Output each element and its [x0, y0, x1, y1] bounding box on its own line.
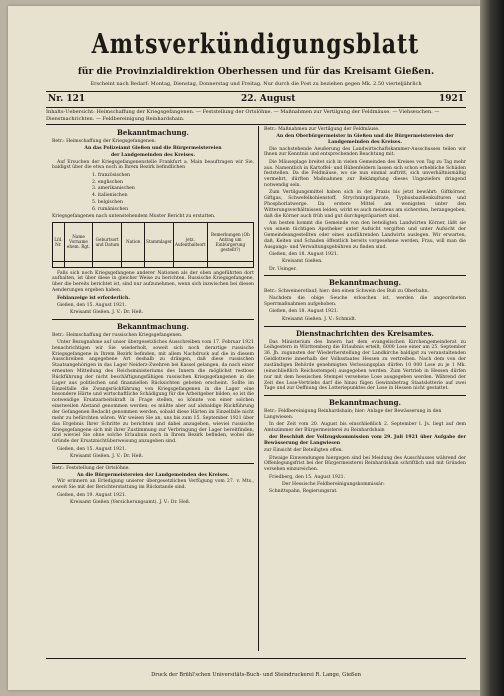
notice-paragraph: Die Mäuseplage breitet sich in vielen Gemeinden des Kreises von Tag zu Tag mehr aus. Namentlich in Kartoffel- und Rübenfeldern lassen sich schon erhebliche Schäden feststellen. Da die Feldmäuse, wo sie nun einmal auftritt, sich unverhältnismäßig vermehrt, dürften Maßnahmen zur Bekämpfung dieses Ungeziefers dringend notwendig sein. — [264, 159, 466, 189]
table-header: Name Vorname ehem. Rgt. — [64, 222, 92, 261]
nation-list-item: 4. italienischen — [92, 193, 128, 199]
notice-paragraph: Wir erinnern an Erledigung unserer übergesetzlichen Verfügung vom 27. v. Mts., soweit Sie mit der Berichterstattung im Rückstande sind. — [52, 479, 254, 491]
issue-number: Nr. 121 — [48, 94, 86, 104]
nation-list-item: 5. belgischen — [92, 200, 123, 206]
notice-authority: Kreisamt Gießen. J. V.: Dr. Heß. — [70, 310, 144, 316]
notice-addressee: der Landgemeinden des Kreises. — [110, 152, 196, 158]
notice-paragraph: Unter Bezugnahme auf unser übergesetzliches Ausschreiben vom 17. Februar 1921 benachrichtigen wir Sie wiederholt, soweit sich noch derartige russische Kriegsgefangene in Ihrem Bezirk befinden, mit allem Nachdruck auf die in diesem Ausschreiben angegebene Art deshalb zu drängen, daß diese russischen Staatsangehörigen in das Lager Neiderz-Zwehren bei Kassel gelangen, da nach einer erneuten Mitteilung des Reichsministeriums des Innern die möglichst restlose Rückführung der nicht beschäftigungsfähigen russischen Kriegsgefangenen in die Lager aus politischen und finanziellen Rücksichten geboten erscheint. Sollte im Einzelfalle die Zwangsrückführung von Kriegsgefangenen in die Lager eine besondere Härte und wirtschaftliche Schädigung für die Arbeitgeber bilden, so ist die notwendige Ersatzarbeitskraft in Frage stellen, so könnte von einer solchen einstweilen Abstand genommen werden; es müßte aber auf alsbaldige Rückführung der Gefangenen Bedacht genommen werden, sobald diese Härten im Einzelfalle nicht mehr zu befürchten wären. Wir weisen Sie an, uns bis zum 15. September 1921 über das Ergebnis Ihrer Schritte zu berichten und dabei anzugeben, wieviel russische Kriegsgefangene sich mit ihrer Zustimmung zur Verbringung der Lager bereitfinden, und wieviel Sie ohne solche Erlaubnis noch in Ihrem Bezirk befinden, wobei die Gründe der Ersatznichtüberweisung anzugeben sind. — [52, 339, 254, 445]
notice-addressee: An den Oberbürgermeister in Gießen und die Bürgermeistereien der Landgemeinden des Kreises. — [276, 133, 454, 145]
notice-paragraph: Falls sich noch Kriegsgefangene anderer Nationen als der oben angeführten dort aufhalten, ist über diese in gleicher Weise zu berichten. Russische Kriegsgefangene, über die bereits berichtet ist, sind nur aufzunehmen, wenn sich inzwischen bei diesen Aenderungen ergeben haben. — [52, 270, 254, 294]
notice-paragraph: Zum Vertilgungsmittel haben sich in der Praxis bis jetzt bewährt: Giftkörner, Giftgas, Schwefelkohlenstoff, Strychninpräparate, Typhusbazillenkulturen und Phosphorlatwerge. Da erstere Mittel am wenigsten unter den Witterungsverhältnissen leiden, wirkt es auch meistens am sichersten, herangegeben, daß die Körner auch früh und gut durchgepräpariert sind. — [264, 190, 466, 219]
report-template-table — [52, 222, 254, 268]
notice-title: Bekanntmachung. — [329, 278, 401, 288]
rule-toc — [46, 124, 466, 125]
masthead-subtitle: für die Provinzialdirektion Oberhessen und für das Kreisamt Gießen. — [77, 66, 435, 77]
notice-paragraph: Etwaige Einwendungen hiergegen sind bei Meidung des Ausschlusses während der Offenlegungsfrist bei der Bürgermeisterei Reinhardshain schriftlich und mit Gründen versehen einzureichen. — [264, 455, 466, 473]
nation-list-item: 1. französischen — [92, 172, 131, 178]
notice-authority: Kreisamt Gießen. — [282, 259, 323, 265]
notice-reference: Betr.: Maßnahmen zur Vertilgung der Feldmäuse. — [264, 127, 380, 132]
notice-paragraph: Nachdem die obige Seuche erloschen ist, werden die angeordneten Sperrmaßnahmen aufgehoben. — [264, 296, 466, 308]
issue-row — [46, 92, 466, 106]
masthead-title: Amtsverkündigungsblatt — [91, 28, 420, 61]
notice-authority: Kreisamt Gießen (Versicherungsamt). J. V.: Dr. Heß. — [70, 499, 191, 505]
rule-issue — [46, 107, 466, 108]
column-divider — [258, 126, 259, 651]
notice-paragraph: Das Ministerium des Innern hat dem evangelischen Kirchengemeinderat zu Leihgestern in Württemberg die Erlaubnis erteilt, 6000 Lose einer am 25. September 36. Jh. zugunsten der Wiederherstellung der Landkirche baldigst zu veranstaltenden Geldlotterie innerhalb der Volksstaates Hessen zu vertreiben. Nach dem von der zuständigen Behörde genehmigten Verlosungsplan dürfen 10 000 Lose zu je 1 Mk. (einschließlich Reichsstempel) ausgegeben werden. Zum Vertrieb in Hessen dürfen nur mit dem hessischen Stempel versehene Lose ausgegeben werden. Während der Zeit des Lose-Vertriebs darf die hinzu fügen Gewinnbetrag Staatslotterie auf zwei Tage und zur Oeffnung des Lotteriepunktes der Lose in Hessen nicht gestattet. — [264, 339, 466, 392]
table-header: Bemerkungen (Ob Antrag um Einbürgerung gestellt?) — [207, 222, 253, 261]
notice-title: Bekanntmachung. — [117, 322, 189, 332]
notice-paragraph: Kriegsgefangenen nach untenstehendem Muster Bericht zu erstatten. — [52, 213, 216, 219]
notice-place-date: Gießen, den 18. August 1921. — [269, 251, 339, 257]
notice-signature: Schnittspahn, Regierungsrat. — [269, 489, 338, 495]
notice-reference: Betr.: Feldbereinigung Reinhardshain; hier: Anlage der Bewässerung in den Langwiesen. — [264, 409, 442, 421]
table-header: jetz. Aufenthaltsort — [173, 222, 207, 261]
notice-paragraph: Am besten kommt die Gemeinde von den beteiligten Landwirten Körner, läßt sie von einem tüchtigen Apotheker unter Aufsicht vergiften und unter Aufsicht der Gemeindeangestellten oder eines ausführenden Landwirts auslegen. Wir erwarten, daß, Keiten und Schaden öffentlich bereits vorgesehene werden, Frau, will man die Ausgangs- und Verwaltungsgebühren zu finden sind. — [264, 221, 466, 250]
book-binding — [480, 0, 504, 696]
notice-paragraph: In der Zeit vom 20. August bis einschließlich 2. September l. Js. liegt auf dem Amtszimmer der Bürgermeisterei zu Reinhardshain — [264, 421, 466, 433]
notice-place-date: Gießen, den 19. August 1921. — [57, 492, 127, 498]
notice-place-date: Gießen, den 15. August 1921. — [57, 302, 127, 308]
notice-title: Bekanntmachung. — [329, 398, 401, 408]
separator — [264, 326, 466, 327]
table-row — [53, 261, 254, 267]
rule-bottom — [46, 658, 466, 659]
printer-imprint: Druck der Brühl'schen Universitäts-Buch- und Steindruckerei R. Lange, Gießen — [151, 672, 361, 678]
table-of-contents: Inhalts-Uebersicht: Heimschaffung der Kriegsgefangenen. — Feststellung der Ortslöhne. — Maßnahmen zur Vertilgung der Feldmäuse. — Viehseuchen. — Dienstnachrichten. — Feldbereinigung Reinhardshain. — [46, 109, 440, 122]
notice-addressee: An das Polizeiamt Gießen und die Bürgermeistereien — [84, 145, 222, 151]
notice-reference: Betr.: Feststellung der Ortslöhne. — [52, 465, 130, 471]
table-header: Geburtsort und Datum — [93, 222, 122, 261]
notice-paragraph: der Beschluß der Vollzugskommission vom 29. Juli 1921 über Aufgabe der Bewässerung der Langwiesen — [264, 435, 466, 446]
separator — [264, 395, 466, 396]
notice-reference: Betr.: Schweinerotlauf; hier: den einen Schwein des Buß zu Oberbahn. — [264, 289, 430, 295]
notice-paragraph: zur Einsicht der Beteiligten offen. — [264, 448, 343, 454]
notice-reference: Betr.: Heimschaffung der russischen Kriegsgefangenen. — [52, 333, 183, 339]
issue-year: 1921 — [438, 94, 464, 104]
notice-place-date: Gießen, den 18. August 1921. — [269, 309, 339, 315]
issue-date: 22. August — [241, 94, 296, 104]
notice-title: Bekanntmachung. — [117, 128, 189, 137]
separator — [52, 463, 254, 464]
notice-signature: Dr. Usinger. — [269, 266, 297, 272]
notice-paragraph: Die nachstehende Aeußerung des Landwirtschaftskammer-Ausschusses teilen wir Ihnen zur Kenntnis und entsprechenden Beachtung mit. — [264, 146, 466, 158]
separator — [264, 275, 466, 276]
separator — [52, 319, 254, 320]
notice-authority: Kreisamt Gießen. J. V.: Dr. Heß. — [70, 453, 144, 459]
nation-list-item: 3. amerikanischen — [92, 186, 135, 192]
notice-place-date: Friedberg, den 15. August 1921. — [269, 474, 346, 480]
notice-place-date: Gießen, den 15. August 1921. — [57, 446, 127, 452]
nation-list-item: 6. rumänischen — [92, 206, 129, 212]
notice-title: Dienstnachrichten des Kreisamtes. — [296, 328, 434, 338]
notice-addressee: An die Bürgermeistereien der Landgemeinden des Kreises. — [76, 472, 230, 478]
notice-authority: Der Hessische Feldbereinigungskommissär: — [282, 482, 385, 487]
notice-reference: Betr.: Heimschaffung der Kriegsgefangenen. — [52, 139, 157, 144]
table-header: Nation — [122, 222, 145, 261]
left-column — [52, 126, 254, 507]
table-header: Stammlager — [144, 222, 173, 261]
notice-paragraph: Auf Ersuchen der Kriegsgefangenenstelle Frankfurt a. Main beauftragen wir Sie, baldigst über die etwa noch in Ihrem Bezirk befindlichen — [52, 159, 254, 171]
right-column — [264, 126, 466, 497]
newspaper-page — [8, 6, 480, 690]
notice-authority: Kreisamt Gießen. J. V.: Schmidt. — [282, 316, 357, 322]
notice-paragraph: Fehlanzeige ist erforderlich. — [57, 295, 130, 301]
table-header: Lfd. Nr. — [53, 222, 65, 261]
nation-list-item: 2. englischen — [92, 179, 123, 185]
issuance-line: Erscheint nach Bedarf: Montag, Dienstag, Donnerstag und Freitag. Nur durch die Post zu beziehen gegen Mk. 2.50 vierteljährlich — [90, 81, 422, 87]
